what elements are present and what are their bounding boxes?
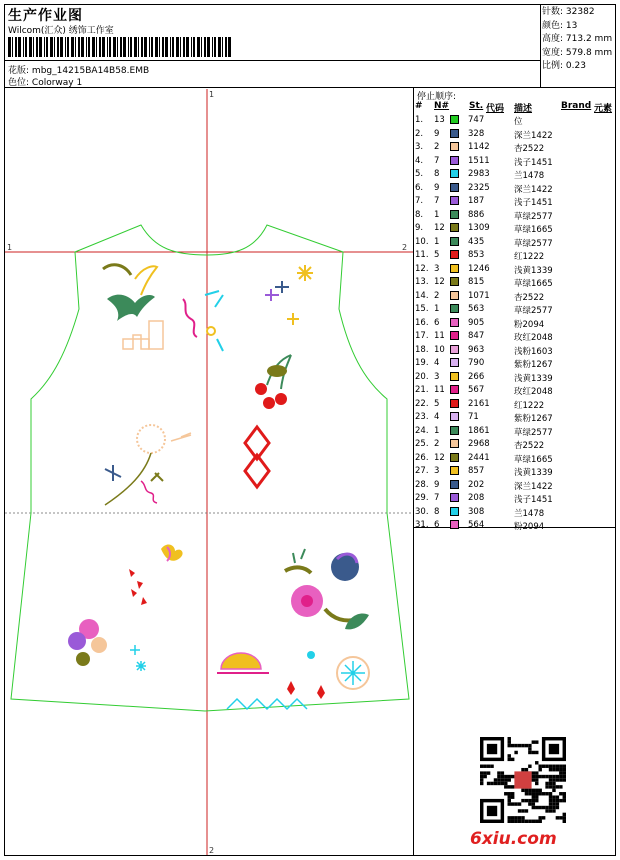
row-stitches: 202	[468, 479, 485, 490]
color-swatch	[450, 196, 459, 205]
stat-colors: 颜色: 13	[542, 20, 578, 31]
stat-scale: 比例: 0.23	[542, 61, 586, 71]
color-swatch	[450, 439, 459, 448]
row-index: 13.	[415, 277, 429, 287]
color-swatch	[450, 264, 459, 273]
row-description: 红1222	[514, 252, 545, 262]
row-needle: 7	[434, 155, 440, 166]
row-needle: 5	[434, 398, 440, 409]
embroidery-canvas	[5, 89, 413, 855]
row-index: 10.	[415, 236, 429, 247]
row-index: 16.	[415, 317, 429, 328]
row-stitches: 567	[468, 385, 485, 395]
table-row	[414, 128, 616, 142]
row-index: 7.	[415, 196, 424, 206]
row-description: 紫粉1267	[514, 360, 553, 370]
row-stitches: 1246	[468, 263, 490, 274]
table-row	[414, 209, 616, 223]
table-row	[414, 452, 616, 466]
row-needle: 2	[434, 290, 440, 301]
row-description: 浅黄1339	[514, 468, 553, 478]
row-description: 草绿1665	[514, 279, 553, 289]
row-description: 浅子1451	[514, 495, 553, 505]
color-swatch	[450, 331, 459, 340]
row-stitches: 857	[468, 466, 485, 476]
row-description: 草绿2577	[514, 238, 553, 249]
row-description: 草绿1665	[514, 225, 553, 235]
row-needle: 7	[434, 196, 440, 206]
row-index: 8.	[415, 209, 424, 220]
snowflakes-motif	[130, 645, 146, 671]
row-index: 1.	[415, 115, 424, 125]
color-swatch	[450, 345, 459, 354]
row-stitches: 905	[468, 317, 485, 328]
stat-width: 宽度: 579.8 mm	[542, 47, 613, 58]
table-row	[414, 492, 616, 506]
color-swatch	[450, 399, 459, 408]
table-row	[414, 371, 616, 385]
table-row	[414, 276, 616, 290]
row-stitches: 2325	[468, 182, 490, 193]
row-stitches: 815	[468, 277, 485, 287]
table-header	[414, 101, 616, 113]
table-row	[414, 182, 616, 196]
row-description: 玫红2048	[514, 333, 553, 343]
row-index: 9.	[415, 223, 424, 233]
row-stitches: 1861	[468, 425, 490, 436]
bouquet-motif	[285, 549, 369, 689]
row-description: 兰1478	[514, 171, 545, 181]
abstract-motif	[183, 291, 223, 351]
row-index: 15.	[415, 304, 429, 314]
row-index: 26.	[415, 452, 429, 463]
row-index: 12.	[415, 263, 429, 274]
row-needle: 2	[434, 142, 440, 152]
row-needle: 6	[434, 520, 440, 530]
table-row	[414, 384, 616, 398]
color-swatch	[450, 129, 459, 138]
color-swatch	[450, 412, 459, 421]
header-bottom-divider	[4, 87, 616, 88]
star-motifs	[265, 265, 313, 325]
row-stitches: 266	[468, 371, 485, 382]
row-stitches: 1511	[468, 155, 490, 166]
color-swatch	[450, 223, 459, 232]
row-description: 草绿2577	[514, 427, 553, 438]
row-stitches: 790	[468, 358, 485, 368]
row-index: 28.	[415, 479, 429, 490]
row-needle: 12	[434, 452, 445, 463]
table-row	[414, 290, 616, 304]
stat-height: 高度: 713.2 mm	[542, 34, 613, 44]
row-stitches: 1071	[468, 290, 490, 301]
row-needle: 11	[434, 331, 445, 341]
design-stats	[542, 6, 612, 74]
row-description: 浅子1451	[514, 198, 553, 208]
colorway-value: Colorway 1	[31, 78, 83, 88]
table-row	[414, 398, 616, 412]
row-description: 浅粉1603	[514, 346, 553, 357]
marker-right: 2	[402, 243, 408, 252]
table-row	[414, 141, 616, 155]
row-index: 18.	[415, 344, 429, 355]
row-needle: 8	[434, 506, 440, 517]
pansy-motif	[68, 619, 107, 666]
color-swatch	[450, 304, 459, 313]
row-needle: 2	[434, 439, 440, 449]
table-row	[414, 519, 616, 533]
row-needle: 9	[434, 182, 440, 193]
row-description: 红1222	[514, 400, 545, 411]
colorway-info	[8, 75, 82, 88]
row-index: 2.	[415, 128, 424, 139]
row-description: 浅黄1339	[514, 265, 553, 276]
table-row	[414, 155, 616, 169]
marker-bottom: 2	[209, 846, 215, 855]
row-stitches: 308	[468, 506, 485, 517]
table-row	[414, 344, 616, 358]
row-description: 兰1478	[514, 508, 545, 519]
row-needle: 7	[434, 493, 440, 503]
row-index: 23.	[415, 412, 429, 422]
table-row	[414, 236, 616, 250]
row-needle: 3	[434, 263, 440, 274]
stop-sequence-title: 停止顺序:	[417, 92, 457, 102]
col-brand: Brand	[561, 101, 592, 111]
color-swatch	[450, 372, 459, 381]
butterfly-motif	[161, 545, 183, 561]
row-index: 4.	[415, 155, 424, 166]
row-needle: 11	[434, 385, 445, 395]
color-swatch	[450, 210, 459, 219]
color-swatch	[450, 520, 459, 529]
row-needle: 3	[434, 466, 440, 476]
dandelion-motif	[105, 425, 191, 505]
site-logo: 6xiu.com	[470, 829, 557, 849]
row-index: 3.	[415, 142, 424, 152]
row-description: 草绿2577	[514, 211, 553, 222]
cherry-motif	[255, 355, 291, 409]
stat-stitches: 针数: 32382	[542, 7, 595, 17]
row-needle: 5	[434, 250, 440, 260]
row-needle: 12	[434, 277, 445, 287]
col-desc: 描述	[514, 104, 533, 114]
color-swatch	[450, 169, 459, 178]
color-swatch	[450, 115, 459, 124]
row-stitches: 963	[468, 344, 485, 355]
design-label: 花版:	[8, 66, 30, 76]
row-needle: 1	[434, 236, 440, 247]
row-description: 深兰1422	[514, 130, 553, 141]
row-index: 20.	[415, 371, 429, 382]
marker-top: 1	[209, 90, 215, 99]
stats-divider	[540, 4, 541, 87]
col-n: N#	[434, 101, 450, 111]
row-index: 22.	[415, 398, 429, 409]
marker-left: 1	[7, 243, 13, 252]
design-value: mbg_14215BA14B58.EMB	[31, 66, 150, 76]
row-description: 位	[514, 117, 523, 127]
row-description: 杏2522	[514, 292, 545, 303]
row-description: 浅子1451	[514, 157, 553, 168]
row-needle: 4	[434, 358, 440, 368]
row-needle: 3	[434, 371, 440, 382]
table-row	[414, 114, 616, 128]
row-index: 6.	[415, 182, 424, 193]
row-description: 浅黄1339	[514, 373, 553, 384]
table-row	[414, 330, 616, 344]
col-st: St.	[469, 101, 484, 111]
color-swatch	[450, 142, 459, 151]
row-stitches: 2968	[468, 439, 490, 449]
row-description: 杏2522	[514, 144, 545, 154]
row-needle: 6	[434, 317, 440, 328]
row-index: 25.	[415, 439, 429, 449]
row-stitches: 2441	[468, 452, 490, 463]
row-stitches: 208	[468, 493, 485, 503]
row-description: 粉2094	[514, 319, 545, 330]
row-needle: 9	[434, 479, 440, 490]
row-needle: 12	[434, 223, 445, 233]
row-index: 5.	[415, 169, 424, 179]
row-index: 19.	[415, 358, 429, 368]
row-needle: 9	[434, 128, 440, 139]
row-stitches: 2983	[468, 169, 490, 179]
row-description: 紫粉1267	[514, 414, 553, 424]
row-stitches: 1309	[468, 223, 490, 233]
color-swatch	[450, 426, 459, 435]
table-row	[414, 263, 616, 277]
row-index: 21.	[415, 385, 429, 395]
row-index: 11.	[415, 250, 429, 260]
color-swatch	[450, 493, 459, 502]
table-row	[414, 357, 616, 371]
table-row	[414, 195, 616, 209]
color-swatch	[450, 318, 459, 327]
table-row	[414, 168, 616, 182]
row-description: 粉2094	[514, 522, 545, 532]
table-row	[414, 506, 616, 520]
table-row	[414, 438, 616, 452]
row-stitches: 328	[468, 128, 485, 139]
row-index: 14.	[415, 290, 429, 301]
row-needle: 13	[434, 115, 445, 125]
stop-sequence-table	[414, 114, 616, 533]
row-description: 草绿2577	[514, 306, 553, 316]
barcode	[8, 37, 234, 57]
color-swatch	[450, 277, 459, 286]
row-index: 29.	[415, 493, 429, 503]
row-needle: 1	[434, 209, 440, 220]
row-index: 17.	[415, 331, 429, 341]
row-stitches: 1142	[468, 142, 490, 152]
row-stitches: 563	[468, 304, 485, 314]
row-stitches: 71	[468, 412, 479, 422]
table-row	[414, 479, 616, 493]
row-needle: 1	[434, 304, 440, 314]
company-name: Wilcom(汇众) 绣饰工作室	[8, 26, 114, 36]
col-element: 元素	[594, 104, 613, 114]
row-needle: 1	[434, 425, 440, 436]
row-description: 草绿1665	[514, 454, 553, 465]
header-divider	[4, 60, 540, 61]
bird-motif	[103, 265, 163, 349]
color-swatch	[450, 237, 459, 246]
row-description: 深兰1422	[514, 184, 553, 195]
row-index: 30.	[415, 506, 429, 517]
table-row	[414, 465, 616, 479]
color-swatch	[450, 507, 459, 516]
color-swatch	[450, 291, 459, 300]
row-stitches: 2161	[468, 398, 490, 409]
sun-motif	[217, 653, 325, 709]
row-index: 24.	[415, 425, 429, 436]
row-stitches: 847	[468, 331, 485, 341]
row-description: 玫红2048	[514, 387, 553, 397]
color-swatch	[450, 250, 459, 259]
row-stitches: 435	[468, 236, 485, 247]
row-description: 杏2522	[514, 441, 545, 451]
row-description: 深兰1422	[514, 481, 553, 492]
col-code: 代码	[486, 104, 505, 114]
color-swatch	[450, 466, 459, 475]
row-stitches: 747	[468, 115, 485, 125]
row-index: 27.	[415, 466, 429, 476]
table-row	[414, 425, 616, 439]
table-row	[414, 249, 616, 263]
color-swatch	[450, 480, 459, 489]
color-swatch	[450, 156, 459, 165]
col-num: #	[415, 101, 423, 111]
color-swatch	[450, 385, 459, 394]
row-needle: 4	[434, 412, 440, 422]
row-stitches: 853	[468, 250, 485, 260]
qr-code	[480, 737, 566, 823]
page-title: 生产作业图	[8, 8, 83, 24]
diamond-motif	[245, 427, 269, 487]
row-stitches: 564	[468, 520, 485, 530]
table-row	[414, 303, 616, 317]
row-needle: 10	[434, 344, 445, 355]
row-needle: 8	[434, 169, 440, 179]
table-row	[414, 317, 616, 331]
table-row	[414, 411, 616, 425]
color-swatch	[450, 453, 459, 462]
color-swatch	[450, 358, 459, 367]
color-swatch	[450, 183, 459, 192]
row-index: 31.	[415, 520, 429, 530]
row-stitches: 886	[468, 209, 485, 220]
red-leaves-motif	[129, 569, 147, 605]
row-stitches: 187	[468, 196, 485, 206]
table-row	[414, 222, 616, 236]
colorway-label: 色位:	[8, 78, 30, 88]
